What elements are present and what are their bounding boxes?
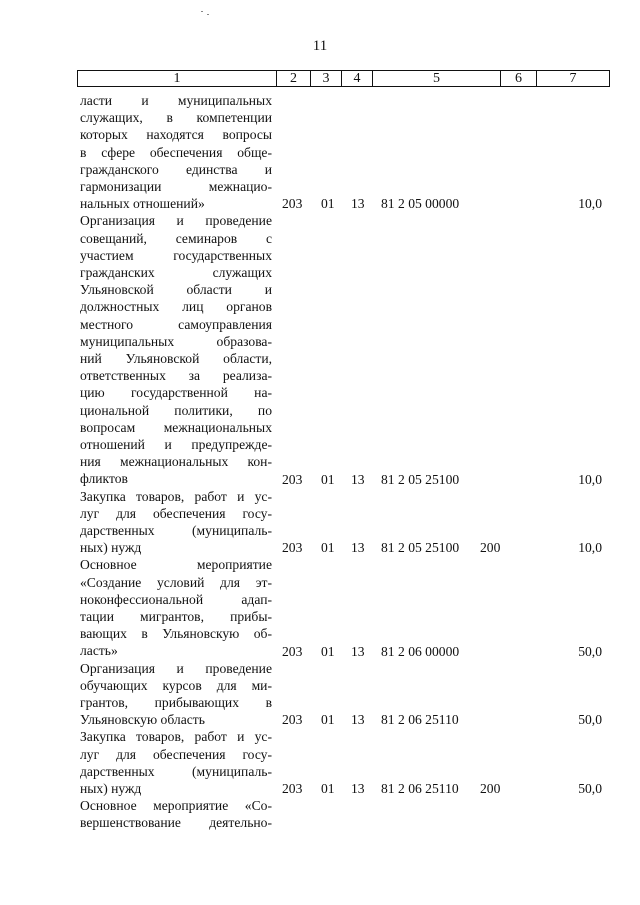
row-target-article: 81 2 06 00000 (381, 643, 460, 659)
description-line: отношений и предупрежде- (80, 437, 272, 453)
table-row (80, 488, 610, 557)
description-line: ния межнациональных кон- (80, 454, 272, 470)
row-subsection: 13 (351, 712, 365, 728)
description-line: гражданских служащих (80, 265, 272, 280)
row-section: 01 (321, 712, 335, 728)
table-row (80, 797, 610, 831)
table-row (80, 92, 610, 212)
row-values (80, 471, 610, 488)
row-target-article: 81 2 05 25100 (381, 471, 460, 487)
row-subsection: 13 (351, 540, 365, 556)
row-sum: 50,0 (578, 712, 602, 728)
description-line: муниципальных образова- (80, 333, 272, 349)
description-line: совещаний, семинаров с (80, 230, 272, 246)
row-code: 203 (282, 540, 303, 556)
description-line: гражданского единства и (80, 161, 272, 177)
description-line: обучающих курсов для ми- (80, 677, 272, 693)
description-line: Ульяновскую область (80, 712, 205, 728)
row-code: 203 (282, 781, 303, 797)
row-values (80, 815, 610, 832)
row-target-article: 81 2 06 25110 (381, 712, 459, 728)
description-line: местного самоуправления (80, 316, 272, 332)
description-line: цию государственной на- (80, 385, 272, 401)
table-header (77, 70, 610, 87)
description-line: которых находятся вопросы (80, 127, 272, 143)
description-line: Закупка товаров, работ и ус- (80, 488, 272, 504)
description-line: тации мигрантов, прибы- (80, 609, 272, 624)
row-values (80, 780, 610, 797)
row-section: 01 (321, 196, 335, 212)
description-line: «Создание условий для эт- (80, 574, 272, 590)
description-line: Закупка товаров, работ и ус- (80, 729, 272, 745)
row-sum: 10,0 (578, 196, 602, 212)
row-expense-type: 200 (480, 540, 501, 556)
description-line: ний Ульяновской области, (80, 351, 272, 367)
row-subsection: 13 (351, 643, 365, 659)
description-line: гармонизации межнацио- (80, 179, 272, 195)
description-line: вопросам межнациональных (80, 419, 272, 435)
header-col-3: 3 (311, 71, 342, 86)
row-values (80, 643, 610, 660)
row-code: 203 (282, 712, 303, 728)
scan-speck (207, 14, 209, 15)
row-sum: 50,0 (578, 643, 602, 659)
description-line: Организация и проведение (80, 660, 272, 676)
row-values (80, 539, 610, 556)
row-subsection: 13 (351, 471, 365, 487)
table-row (80, 212, 610, 487)
description-line: Ульяновской области и (80, 282, 272, 298)
description-line: вершенствование деятельно- (80, 815, 272, 831)
header-col-2: 2 (277, 71, 311, 86)
description-line: служащих, в компетенции (80, 110, 272, 126)
row-sum: 10,0 (578, 471, 602, 487)
row-values (80, 195, 610, 212)
row-description (80, 92, 272, 212)
description-line: ноконфессиональной адап- (80, 591, 272, 607)
table-row (80, 728, 610, 797)
header-col-6: 6 (501, 71, 537, 86)
scan-speck (201, 11, 203, 12)
row-subsection: 13 (351, 781, 365, 797)
table-row (80, 556, 610, 659)
row-subsection: 13 (351, 196, 365, 212)
description-line: Основное мероприятие (80, 557, 272, 573)
row-section: 01 (321, 643, 335, 659)
row-description (80, 212, 272, 487)
header-col-1: 1 (78, 71, 277, 86)
description-line: ных) нужд (80, 781, 142, 796)
description-line: ных) нужд (80, 540, 142, 556)
row-values (80, 711, 610, 728)
header-col-7: 7 (569, 71, 577, 86)
row-expense-type: 200 (480, 781, 501, 797)
description-line: вающих в Ульяновскую об- (80, 626, 272, 642)
description-line: в сфере обеспечения обще- (80, 144, 272, 160)
description-line: дарственных (муниципаль- (80, 763, 272, 779)
description-line: должностных лиц органов (80, 299, 272, 315)
row-sum: 10,0 (578, 540, 602, 556)
description-line: ласть» (80, 643, 118, 659)
description-line: циональной политики, по (80, 402, 272, 418)
description-line: нальных отношений» (80, 196, 205, 212)
description-line: ответственных за реализа- (80, 368, 272, 384)
description-line: участием государственных (80, 247, 272, 263)
page-number: 11 (312, 38, 328, 54)
row-target-article: 81 2 06 25110 (381, 781, 459, 797)
description-line: фликтов (80, 471, 128, 487)
description-line: Основное мероприятие «Со- (80, 798, 272, 814)
row-target-article: 81 2 05 00000 (381, 196, 460, 212)
row-target-article: 81 2 05 25100 (381, 540, 460, 556)
description-line: луг для обеспечения госу- (80, 505, 272, 521)
row-code: 203 (282, 196, 303, 212)
table-row (80, 660, 610, 729)
row-sum: 50,0 (578, 781, 602, 797)
description-line: Организация и проведение (80, 213, 272, 229)
row-section: 01 (321, 471, 335, 487)
description-line: ласти и муниципальных (80, 93, 272, 108)
description-line: дарственных (муниципаль- (80, 523, 272, 538)
description-line: грантов, прибывающих в (80, 695, 272, 710)
header-col-4: 4 (342, 71, 373, 86)
row-code: 203 (282, 471, 303, 487)
row-section: 01 (321, 781, 335, 797)
description-line: луг для обеспечения госу- (80, 746, 272, 762)
row-section: 01 (321, 540, 335, 556)
row-code: 203 (282, 643, 303, 659)
header-col-5: 5 (373, 71, 501, 86)
